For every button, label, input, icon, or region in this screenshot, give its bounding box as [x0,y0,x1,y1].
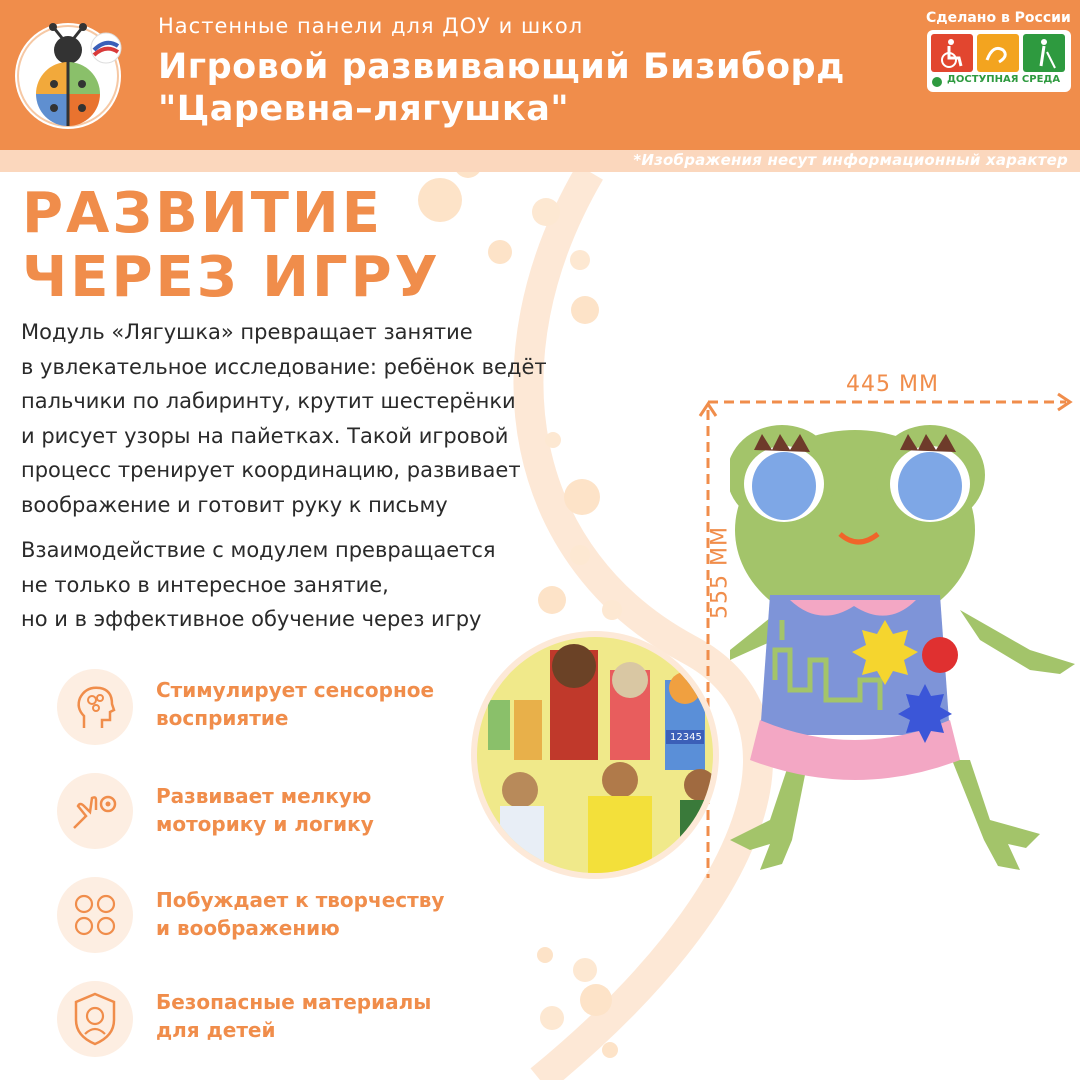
title-line-1: Игровой развивающий Бизиборд [158,47,845,87]
width-dimension-label: 445 ММ [846,372,939,397]
feature-line: и воображению [156,916,340,940]
disclaimer: *Изображения несут информационный характер [633,151,1068,169]
feature-line: Развивает мелкую [156,784,372,808]
feature-line: для детей [156,1018,276,1042]
kids-playing-photo [470,630,720,880]
feature-line: Побуждает к творчеству [156,888,445,912]
height-dimension-label: 555 ММ [707,526,733,619]
text-line: пальчики по лабиринту, крутит шестерёнки [21,389,516,413]
text-line: Взаимодействие с модулем превращается [21,538,496,562]
board-number: 12345 [670,732,702,743]
frog-busyboard-image [730,420,1075,880]
text-line: воображение и готовит руку к письму [21,492,448,517]
text-line: и рисует узоры на пайетках. Такой игровой [21,423,509,448]
accessibility-label: ДОСТУПНАЯ СРЕДА [947,74,1061,85]
text-line: не только в интересное занятие, [21,572,389,597]
feature-line: Стимулирует сенсорное [156,678,435,702]
text-line: Модуль «Лягушка» превращает занятие [21,320,473,344]
headline-line-1: РАЗВИТИЕ [22,181,384,246]
feature-line: Безопасные материалы [156,990,432,1014]
text-line: в увлекательное исследование: ребёнок ведёт [21,354,547,379]
text-line: процесс тренирует координацию, развивает [21,458,521,482]
made-in-russia-label: Сделано в России [926,10,1071,26]
header-subtitle: Настенные панели для ДОУ и школ [158,14,584,38]
feature-line: восприятие [156,706,289,730]
text-line: но и в эффективное обучение через игру [21,607,482,631]
headline-line-2: ЧЕРЕЗ ИГРУ [22,245,441,310]
title-line-2: "Царевна–лягушка" [158,89,570,129]
feature-line: моторику и логику [156,812,374,836]
